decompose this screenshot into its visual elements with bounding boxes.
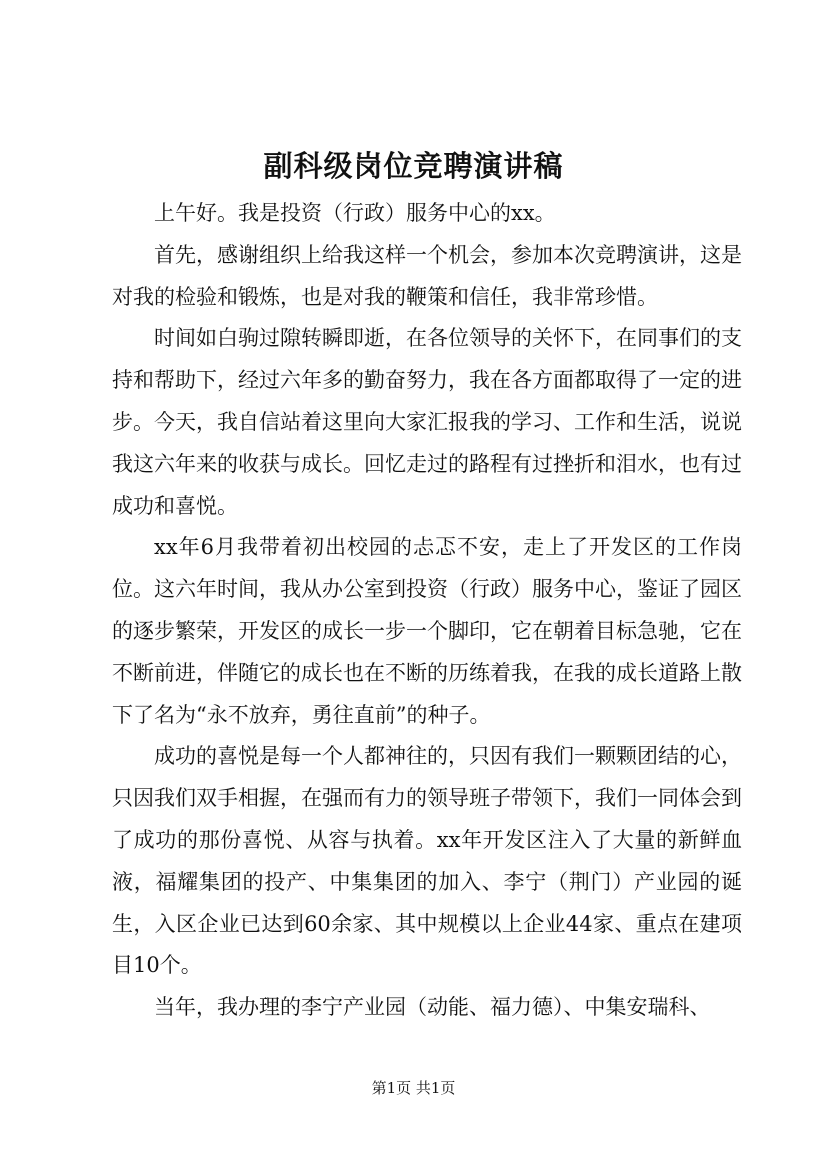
document-title: 副科级岗位竞聘演讲稿 [263,149,564,183]
paragraph-career-start: xx年6月我带着初出校园的忐忑不安，走上了开发区的工作岗位。这六年时间，我从办公室到投资（行政）服务中心，鉴证了园区的逐步繁荣，开发区的成长一步一个脚印，它在朝着目标急驰，它在不断前进，伴随它的成长也在不断的历练着我，在我的成长道路上散下了名为“永不放弃，勇往直前”的种子。 [112,535,742,727]
document-body [112,193,742,1029]
paragraph-projects: 当年，我办理的李宁产业园（动能、福力德）、中集安瑞科、 [154,995,711,1020]
paragraph-greeting: 上午好。我是投资（行政）服务中心的xx。 [154,201,556,225]
paragraph-growth: 时间如白驹过隙转瞬即逝，在各位领导的关怀下，在同事们的支持和帮助下，经过六年多的勤奋努力，我在各方面都取得了一定的进步。今天，我自信站着这里向大家汇报我的学习、工作和生活，说说我这六年来的收获与成长。回忆走过的路程有过挫折和泪水，也有过成功和喜悦。 [112,326,742,518]
paragraph-success: 成功的喜悦是每一个人都神往的，只因有我们一颗颗团结的心，只因我们双手相握，在强而有力的领导班子带领下，我们一同体会到了成功的那份喜悦、从容与执着。xx年开发区注入了大量的新鲜血液，福耀集团的投产、中集集团的加入、李宁（荆门）产业园的诞生，入区企业已达到60余家、其中规模以上企业44家、重点在建项目10个。 [112,744,742,978]
page-footer: 第1页 共1页 [371,1079,456,1097]
paragraph-thanks: 首先，感谢组织上给我这样一个机会，参加本次竞聘演讲，这是对我的检验和锻炼，也是对我的鞭策和信任，我非常珍惜。 [112,242,742,309]
